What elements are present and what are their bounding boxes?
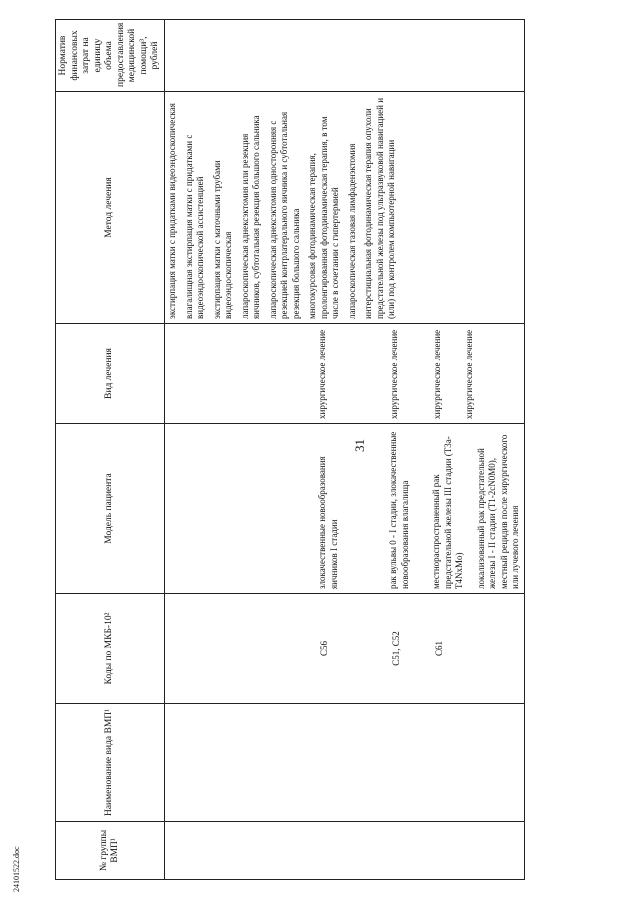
code-c61: С61 xyxy=(434,641,444,657)
type-cell xyxy=(165,324,525,424)
method-2: влагалищная экстирпация матки с придатками с видеоэндоскопической ассистенцией xyxy=(183,134,205,319)
code-c56: С56 xyxy=(319,641,329,657)
method-3: экстирпация матки с маточными трубами видеоэндоскопическая xyxy=(211,160,233,319)
header-norm: Норматив финансовых затрат на единицу объема предоставления медицинской помощи³, рублей xyxy=(56,20,165,92)
code-c51: С51, С52 xyxy=(390,631,401,666)
method-5: лапароскопическая аднексэктомия односторонняя с резекцией контрлатерального яичника и субтотальная резекция большого сальника xyxy=(267,111,301,319)
method-8: интерстициальная фотодинамическая терапия опухоли предстательной железы под ультразвуковой навигацией и (или) под контролем компьютерной навигации xyxy=(363,97,396,319)
header-type: Вид лечения xyxy=(56,324,165,424)
type-1: хирургическое лечение xyxy=(317,329,327,419)
model-cell xyxy=(165,424,525,594)
group-cell xyxy=(165,822,525,880)
method-7: лапароскопическая тазовая лимфаденэктомия xyxy=(346,143,357,319)
method-1: экстирпация матки с придатками видеоэндоскопическая xyxy=(167,103,177,319)
footer-filename: 24101522.doc xyxy=(12,846,21,892)
page-number: 31 xyxy=(352,439,367,452)
vmp-table xyxy=(55,19,525,880)
header-codes: Коды по МКБ-10² xyxy=(56,594,165,704)
codes-cell xyxy=(165,594,525,704)
model-3: местнораспространенный рак предстательной железы III стадии (Т3а-Т4NxMo) xyxy=(431,436,464,589)
name-cell xyxy=(165,704,525,822)
type-2: хирургическое лечение xyxy=(388,329,399,419)
method-cell xyxy=(165,92,525,324)
model-1: злокачественные новообразования яичников I стадии xyxy=(317,456,339,589)
header-model: Модель пациента xyxy=(56,424,165,594)
type-4: хирургическое лечение xyxy=(463,329,474,419)
method-4: лапароскопическая аднексэктомия или резекция яичников, субтотальная резекция большого сальника xyxy=(239,115,261,319)
method-6: многокурсовая фотодинамическая терапия, пролонгированная фотодинамическая терапия, в том числе в сочетании с гипертермией xyxy=(307,116,340,319)
header-method: Метод лечения xyxy=(56,92,165,324)
type-3: хирургическое лечение xyxy=(432,329,442,419)
model-4: локализованный рак предстательной железы I - II стадии (Т1-2cN0M0), местный рецидив после хирургического или лучевого лечения xyxy=(475,434,520,589)
header-group: № группы ВМП¹ xyxy=(56,822,165,880)
table-row xyxy=(165,20,525,880)
header-name: Наименование вида ВМП¹ xyxy=(56,704,165,822)
model-2: рак вульвы 0 - I стадии, злокачественные новообразования влагалища xyxy=(388,431,410,589)
rotated-table-container xyxy=(55,20,635,880)
norm-cell xyxy=(165,20,525,92)
